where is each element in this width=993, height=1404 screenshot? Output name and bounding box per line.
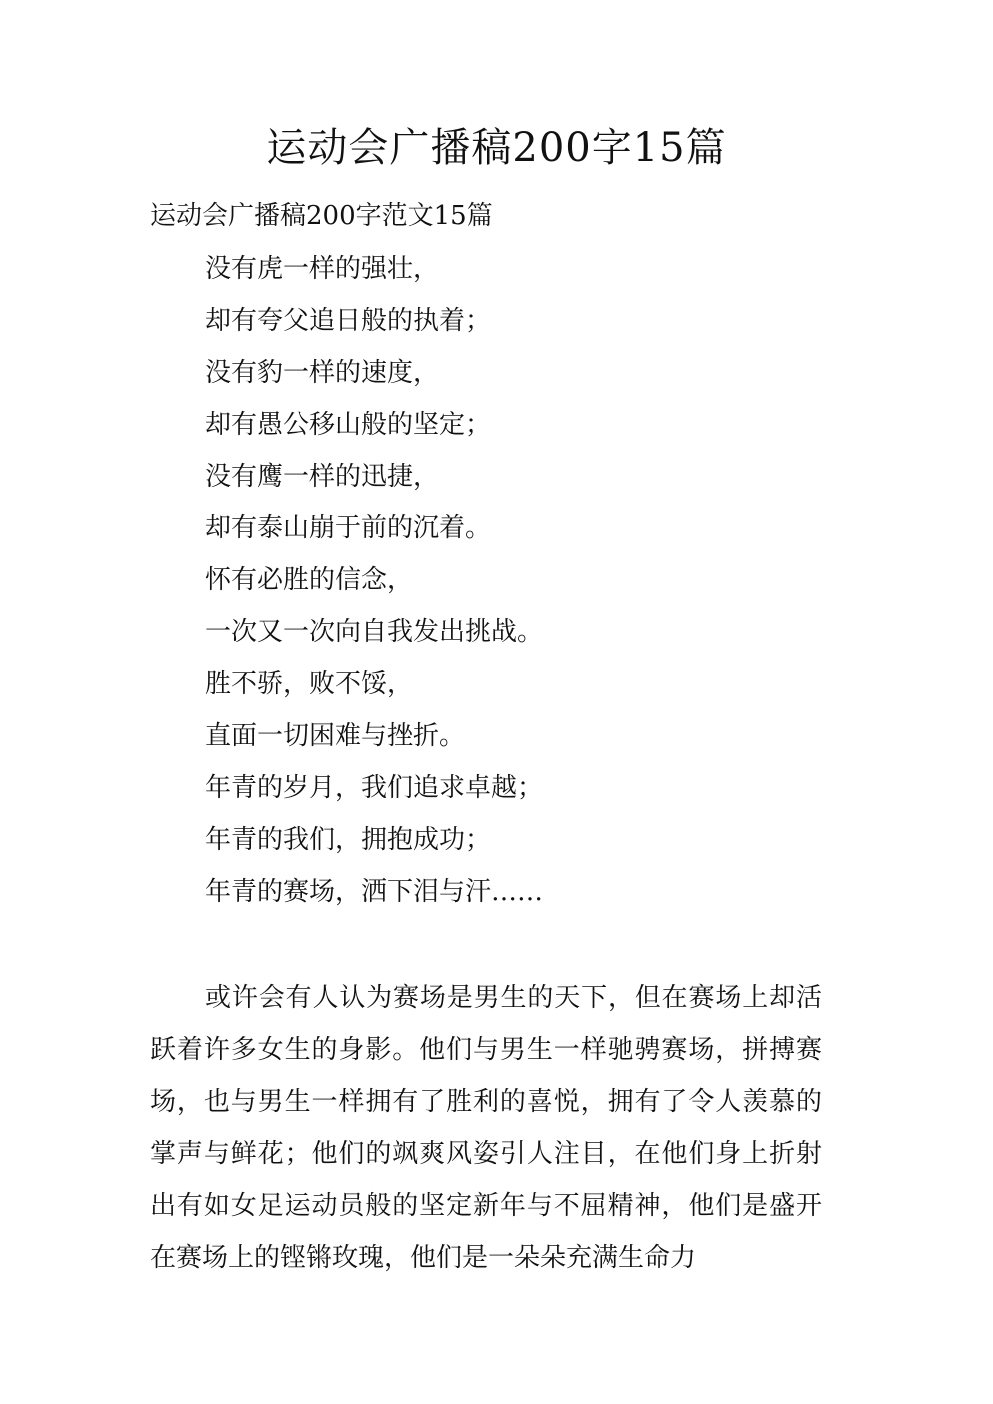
poem-lines [205,246,543,921]
poem-line: 直面一切困难与挫折。 [205,721,466,752]
poem-line: 年青的我们，拥抱成功； [205,824,492,855]
poem-line: 年青的岁月，我们追求卓越； [205,772,544,803]
poem-line: 胜不骄，败不馁， [205,669,414,700]
poem-line: 年青的赛场，洒下泪与汗…… [205,876,544,907]
poem-line: 怀有必胜的信念， [205,565,414,596]
poem-line: 没有豹一样的速度， [205,357,440,388]
document-title: 运动会广播稿200字15篇 [266,125,727,171]
poem-line: 一次又一次向自我发出挑战。 [205,617,544,648]
body-paragraph: 或许会有人认为赛场是男生的天下，但在赛场上却活跃着许多女生的身影。他们与男生一样驰骋赛场，拼搏赛场，也与男生一样拥有了胜利的喜悦，拥有了令人羡慕的掌声与鲜花；他们的飒爽风姿引人注目，在他们身上折射出有如女足运动员般的坚定新年与不屈精神，他们是盛开在赛场上的铿锵玫瑰，他们是一朵朵充满生命力 [150,983,822,1273]
poem-line: 没有鹰一样的迅捷， [205,461,440,492]
document-subtitle: 运动会广播稿200字范文15篇 [150,201,493,231]
poem-line: 没有虎一样的强壮， [205,254,440,284]
poem-line: 却有泰山崩于前的沉着。 [205,513,492,544]
poem-line: 却有夸父追日般的执着； [205,305,492,336]
poem-line: 却有愚公移山般的坚定； [205,409,492,440]
